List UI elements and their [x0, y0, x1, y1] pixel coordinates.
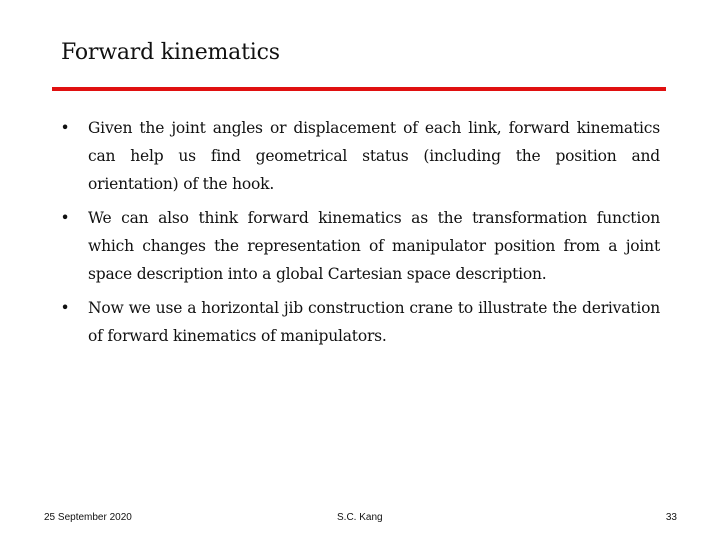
bullet-list [60, 114, 660, 356]
bullet-icon: • [60, 299, 70, 317]
bullet-text: Given the joint angles or displacement of each link, forward kinematics can help us find geometrical status (including the position and orientation) of the hook. [88, 119, 660, 193]
title-divider [52, 87, 666, 91]
footer-author: S.C. Kang [337, 512, 383, 523]
bullet-text: Now we use a horizontal jib construction crane to illustrate the derivation of forward kinematics of manipulators. [88, 299, 660, 345]
bullet-icon: • [60, 119, 70, 137]
bullet-text: We can also think forward kinematics as the transformation function which changes the representation of manipulator position from a joint space description into a global Cartesian space description. [88, 209, 660, 283]
slide-title: Forward kinematics [61, 40, 280, 65]
footer-date: 25 September 2020 [44, 512, 132, 523]
page-number: 33 [665, 512, 677, 523]
bullet-item [60, 204, 660, 288]
bullet-item [60, 294, 660, 350]
bullet-icon: • [60, 209, 70, 227]
bullet-item [60, 114, 660, 198]
